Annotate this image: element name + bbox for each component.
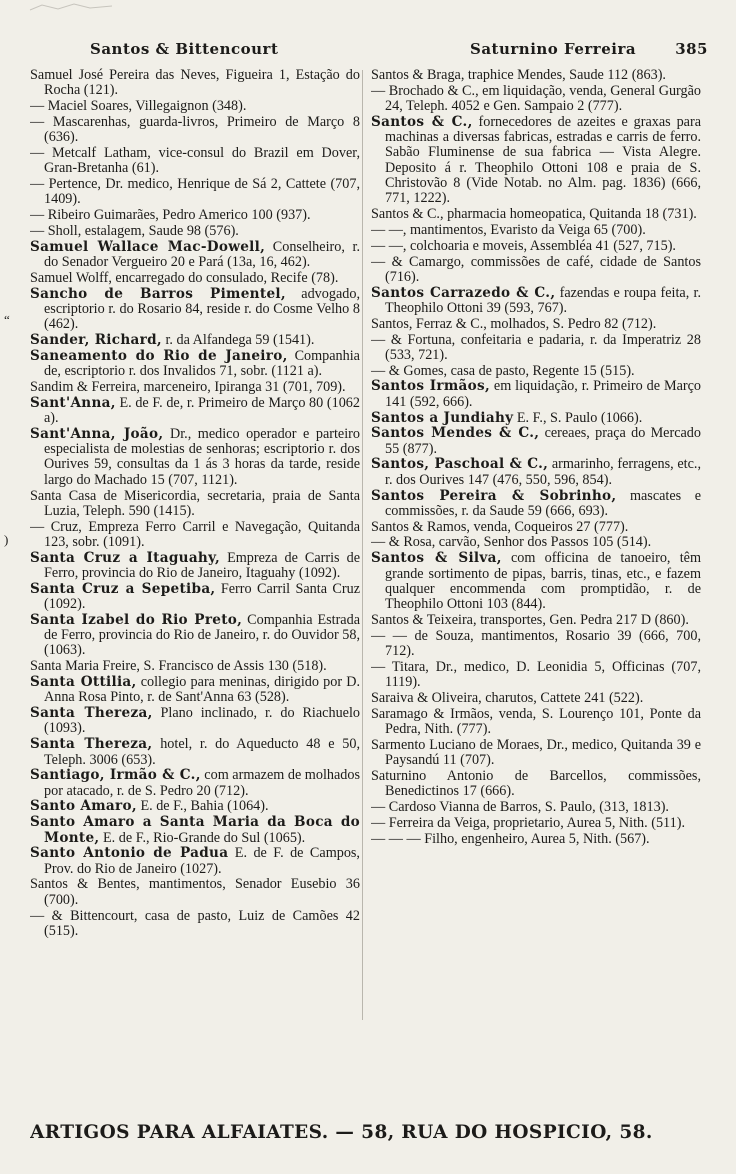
directory-entry <box>371 207 701 222</box>
entry-text: armarinho, ferragens, etc., r. dos Ourives 147 (476, 550, 596, 854). <box>385 456 701 488</box>
entry-text: fazendas e roupa feita, r. Theophilo Ottoni 39 (593, 767). <box>385 284 701 316</box>
entry-text: — Maciel Soares, Villegaignon (348). <box>30 98 247 115</box>
directory-entry <box>371 551 701 612</box>
entry-name: Santa Thereza, <box>30 736 153 753</box>
entry-text: Santos, Ferraz & C., molhados, S. Pedro 82 (712). <box>371 315 657 332</box>
entry-name: Santo Amaro, <box>30 798 137 815</box>
directory-entry <box>30 768 360 799</box>
entry-text: Samuel Wolff, encarregado do consulado, Recife (78). <box>30 269 339 286</box>
directory-entry <box>30 846 360 877</box>
directory-entry <box>30 799 360 814</box>
entry-text: — Cruz, Empreza Ferro Carril e Navegação, Quitanda 123, sobr. (1091). <box>30 518 360 550</box>
entry-text: collegio para meninas, dirigido por D. Anna Rosa Pinto, r. de Sant'Anna 63 (528). <box>44 674 360 706</box>
directory-entry <box>371 255 701 286</box>
directory-entry <box>30 551 360 582</box>
entry-text: Saraiva & Oliveira, charutos, Cattete 241 (522). <box>371 689 644 706</box>
entry-name: Santo Antonio de Padua <box>30 845 229 862</box>
directory-entry <box>371 520 701 535</box>
entry-text: — & Gomes, casa de pasto, Regente 15 (515). <box>371 362 635 379</box>
directory-entry <box>30 909 360 940</box>
entry-name: Santos Mendes & C., <box>371 425 540 442</box>
directory-entry <box>30 815 360 846</box>
entry-text: — Ferreira da Veiga, proprietario, Aurea 5, Nith. (511). <box>371 814 685 831</box>
entry-text: — & Fortuna, confeitaria e padaria, r. da Imperatriz 28 (533, 721). <box>371 331 701 363</box>
margin-mark: “ <box>4 312 10 327</box>
entry-text: Empreza de Carris de Ferro, provincia do Rio de Janeiro, Itaguahy (1092). <box>44 549 360 581</box>
entry-text: Sandim & Ferreira, marceneiro, Ipiranga 31 (701, 709). <box>30 378 346 395</box>
directory-entry <box>30 582 360 613</box>
entry-text: — Pertence, Dr. medico, Henrique de Sá 2, Cattete (707, 1409). <box>30 176 360 208</box>
entry-text: — Cardoso Vianna de Barros, S. Paulo, (313, 1813). <box>371 798 669 815</box>
entry-text: E. de F., Bahia (1064). <box>136 798 269 815</box>
directory-entry <box>371 629 701 660</box>
directory-entry <box>371 738 701 769</box>
directory-entry <box>371 691 701 706</box>
entry-text: Santos & Bentes, mantimentos, Senador Eusebio 36 (700). <box>30 876 360 908</box>
page-number: 385 <box>675 40 708 58</box>
entry-text: cereaes, praça do Mercado 55 (877). <box>385 425 701 457</box>
directory-entry <box>371 379 701 410</box>
directory-entry <box>30 520 360 551</box>
directory-entry <box>30 287 360 333</box>
entry-name: Santa Cruz a Itaguahy, <box>30 549 221 566</box>
ink-smudge <box>28 2 114 14</box>
column-divider <box>362 70 363 1020</box>
entry-name: Sancho de Barros Pimentel, <box>30 285 286 302</box>
directory-entry <box>30 659 360 674</box>
entry-name: Santa Thereza, <box>30 705 153 722</box>
directory-entry <box>30 489 360 520</box>
entry-text: — Mascarenhas, guarda-livros, Primeiro de Março 8 (636). <box>30 113 360 146</box>
entry-name: Santa Cruz a Sepetiba, <box>30 580 216 597</box>
entry-text: Santos & Ramos, venda, Coqueiros 27 (777). <box>371 518 629 535</box>
directory-entry <box>30 380 360 395</box>
entry-name: Santos Carrazedo & C., <box>371 284 556 301</box>
entry-text: Santos & Braga, traphice Mendes, Saude 112 (863). <box>371 68 666 83</box>
directory-entry <box>30 349 360 380</box>
entry-name: Santa Izabel do Rio Preto, <box>30 611 243 628</box>
entry-text: Santa Maria Freire, S. Francisco de Assis 130 (518). <box>30 658 327 675</box>
directory-entry <box>371 660 701 691</box>
directory-entry <box>30 208 360 223</box>
entry-text: — — — Filho, engenheiro, Aurea 5, Nith. (567). <box>371 830 650 847</box>
entry-text: — & Rosa, carvão, Senhor dos Passos 105 (514). <box>371 534 652 551</box>
entry-name: Santos, Paschoal & C., <box>371 456 549 473</box>
margin-mark: ) <box>4 532 9 547</box>
entry-text: advogado, escriptorio r. do Rosario 84, reside r. do Cosme Velho 8 (462). <box>44 285 360 333</box>
directory-entry <box>30 115 360 146</box>
directory-entry <box>371 426 701 457</box>
entry-name: Santos a Jundiahy <box>371 409 514 426</box>
entry-text: — & Camargo, commissões de café, cidade de Santos (716). <box>371 253 701 285</box>
entry-text: — Metcalf Latham, vice-consul do Brazil em Dover, Gran-Bretanha (61). <box>30 144 360 177</box>
entry-text: Sarmento Luciano de Moraes, Dr., medico, Quitanda 39 e Paysandú 11 (707). <box>371 736 701 769</box>
directory-entry <box>371 84 701 115</box>
entry-name: Samuel Wallace Mac-Dowell, <box>30 238 266 255</box>
entry-name: Santos & C., <box>371 113 473 130</box>
directory-entry <box>30 675 360 706</box>
entry-name: Santos Irmãos, <box>371 378 490 395</box>
header-right-name: Saturnino Ferreira <box>470 40 637 58</box>
directory-entry <box>30 613 360 659</box>
directory-entry <box>30 271 360 286</box>
directory-entry <box>30 706 360 737</box>
entry-text: Companhia de, escriptorio r. dos Invalidos 71, sobr. (1121 a). <box>44 347 360 380</box>
directory-entry <box>371 707 701 738</box>
entry-text: E. F., S. Paulo (1066). <box>513 409 643 426</box>
entry-name: Sant'Anna, João, <box>30 425 164 442</box>
entry-name: Sander, Richard, <box>30 332 162 349</box>
entry-text: — — de Souza, mantimentos, Rosario 39 (666, 700, 712). <box>371 627 701 659</box>
entry-text: Companhia Estrada de Ferro, provincia do Rio de Janeiro, r. do Ouvidor 58, (1063). <box>44 611 360 659</box>
entry-text: fornecedores de azeites e graxas para machinas a diversas fabricas, estradas e carris de ferro. Sabão Fluminense de sua fabrica — Vista Alegre. Deposito á r. Theophilo Ottoni 108 e praia de S. Christovão 8 (Vide Notab. no Alm. pag. 1836) (666, 771, 1222). <box>385 113 701 207</box>
directory-entry <box>30 877 360 908</box>
entry-text: mascates e commissões, r. da Saude 59 (666, 693). <box>385 487 701 519</box>
directory-entry <box>371 535 701 550</box>
directory-entry <box>371 613 701 628</box>
entry-name: Sant'Anna, <box>30 394 116 411</box>
entry-text: — —, colchoaria e moveis, Assembléa 41 (527, 715). <box>371 237 676 254</box>
entry-text: r. da Alfandega 59 (1541). <box>161 332 315 349</box>
entry-text: Santos & C., pharmacia homeopatica, Quitanda 18 (731). <box>371 206 697 223</box>
directory-entry <box>30 427 360 488</box>
directory-entry <box>30 240 360 271</box>
directory-entry <box>371 115 701 207</box>
directory-entry <box>371 333 701 364</box>
directory-entry <box>371 68 701 83</box>
directory-entry <box>30 333 360 348</box>
entry-text: Dr., medico operador e parteiro especialista de molestias de senhoras; escriptorio r. dos Ourives 59, consultas da 1 ás 3 horas da tarde, reside largo do Machado 15 (707, 1121). <box>44 425 360 488</box>
entry-text: — —, mantimentos, Evaristo da Veiga 65 (700). <box>371 221 646 238</box>
entry-text: — & Bittencourt, casa de pasto, Luiz de Camões 42 (515). <box>30 907 360 939</box>
entry-name: Santos Pereira & Sobrinho, <box>371 487 617 504</box>
directory-entry <box>371 364 701 379</box>
directory-entry <box>371 489 701 520</box>
entry-text: E. de F., Rio-Grande do Sul (1065). <box>99 829 306 846</box>
entry-text: — Titara, Dr., medico, D. Leonidia 5, Officinas (707, 1119). <box>371 658 701 691</box>
page-header <box>30 40 708 64</box>
entry-text: — Sholl, estalagem, Saude 98 (576). <box>30 222 239 239</box>
directory-entry <box>30 146 360 177</box>
entry-text: Ferro Carril Santa Cruz (1092). <box>44 580 360 613</box>
header-left-name: Santos & Bittencourt <box>90 40 279 58</box>
entry-text: Conselheiro, r. do Senador Vergueiro 20 e Pará (13a, 16, 462). <box>44 238 360 271</box>
entry-text: Santos & Teixeira, transportes, Gen. Pedra 217 D (860). <box>371 611 689 628</box>
directory-entry <box>371 411 701 426</box>
entry-name: Santa Ottilia, <box>30 674 137 691</box>
entry-name: Saneamento do Rio de Janeiro, <box>30 347 288 364</box>
entry-name: Santiago, Irmão & C., <box>30 767 201 784</box>
entry-text: E. de F. de, r. Primeiro de Março 80 (1062 a). <box>44 394 360 427</box>
left-column <box>30 68 360 1026</box>
entry-text: — Ribeiro Guimarães, Pedro Americo 100 (937). <box>30 207 311 224</box>
right-column <box>371 68 701 1026</box>
directory-entry <box>371 457 701 488</box>
directory-entry <box>371 239 701 254</box>
directory-entry <box>371 816 701 831</box>
directory-entry <box>30 396 360 427</box>
directory-entry <box>30 99 360 114</box>
entry-name: Santos & Silva, <box>371 550 502 567</box>
entry-text: em liquidação, r. Primeiro de Março 141 (592, 666). <box>385 378 701 410</box>
directory-entry <box>371 769 701 800</box>
directory-entry <box>371 800 701 815</box>
entry-text: com officina de tanoeiro, têm grande sortimento de pipas, barris, tinas, etc., e fazem qualquer encommenda com promptidão, r. de Theophilo Ottoni 103 (844). <box>385 550 701 613</box>
entry-text: — Brochado & C., em liquidação, venda, General Gurgão 24, Teleph. 4052 e Gen. Sampaio 2 (777). <box>371 82 701 115</box>
entry-text: Santa Casa de Misericordia, secretaria, praia de Santa Luzia, Teleph. 590 (1415). <box>30 487 360 519</box>
directory-entry <box>371 317 701 332</box>
directory-entry <box>371 832 701 847</box>
footer-advertisement: ARTIGOS PARA ALFAIATES. — 58, RUA DO HOSPICIO, 58. <box>30 1122 653 1143</box>
entry-text: com armazem de molhados por atacado, r. de S. Pedro 20 (712). <box>44 767 360 799</box>
entry-text: E. de F. de Campos, Prov. do Rio de Janeiro (1027). <box>44 845 360 877</box>
directory-entry <box>30 224 360 239</box>
directory-entry <box>30 177 360 208</box>
entry-text: Saramago & Irmãos, venda, S. Lourenço 101, Ponte da Pedra, Nith. (777). <box>371 705 701 737</box>
directory-entry <box>371 223 701 238</box>
entry-text: Plano inclinado, r. do Riachuelo (1093). <box>44 705 360 737</box>
entry-text: Samuel José Pereira das Neves, Figueira 1, Estação do Rocha (121). <box>30 68 360 99</box>
directory-entry <box>30 737 360 768</box>
entry-text: Saturnino Antonio de Barcellos, commissões, Benedictinos 17 (666). <box>371 767 701 800</box>
entry-text: hotel, r. do Aqueducto 48 e 50, Teleph. 3006 (653). <box>44 736 360 768</box>
entry-name: Santo Amaro a Santa Maria da Boca do Monte, <box>30 814 360 846</box>
directory-entry <box>30 68 360 99</box>
directory-entry <box>371 286 701 317</box>
